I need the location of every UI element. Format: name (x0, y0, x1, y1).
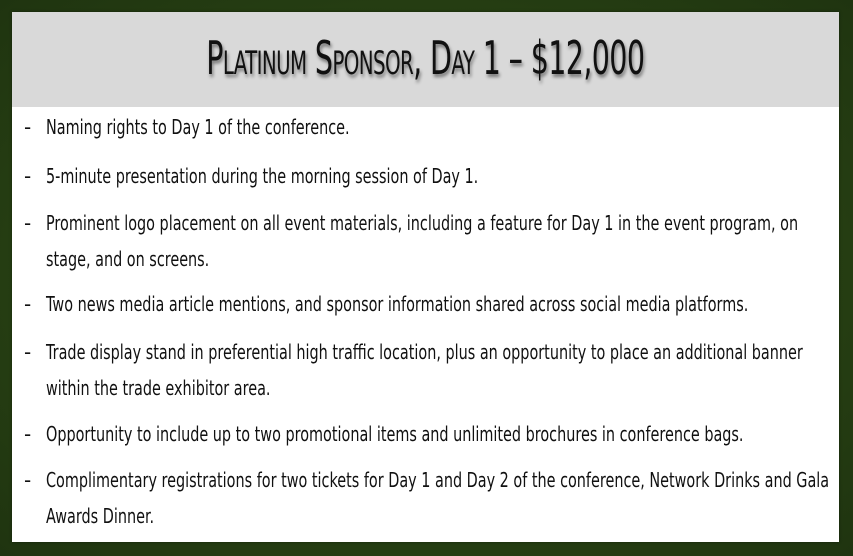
list-item (24, 416, 834, 452)
bullet-dash: - (24, 340, 32, 364)
benefit-text: Complimentary registrations for two tickets for Day 1 and Day 2 of the conference, Network Drinks and Gala Awards Dinner. (46, 468, 830, 528)
title-banner (12, 12, 839, 107)
bullet-dash: - (24, 468, 32, 492)
sponsor-card (12, 12, 839, 542)
list-item (24, 158, 834, 194)
bullet-dash: - (24, 164, 32, 188)
list-item (24, 334, 834, 406)
benefit-text: Two news media article mentions, and sponsor information shared across social media platforms. (46, 292, 749, 316)
list-item (24, 205, 834, 277)
list-item (24, 286, 834, 322)
bullet-dash: - (24, 422, 32, 446)
benefit-text: Naming rights to Day 1 of the conference. (46, 115, 350, 139)
benefit-text: 5-minute presentation during the morning session of Day 1. (46, 164, 479, 188)
bullet-dash: - (24, 115, 32, 139)
benefit-text: Trade display stand in preferential high traffic location, plus an opportunity to place an additional banner within the trade exhibitor area. (46, 340, 803, 400)
bullet-dash: - (24, 211, 32, 235)
benefit-text: Prominent logo placement on all event materials, including a feature for Day 1 in the event program, on stage, and on screens. (46, 211, 799, 271)
page-title: Platinum Sponsor, Day 1 – $12,000 (206, 30, 645, 85)
list-item (24, 109, 834, 145)
list-item (24, 462, 834, 534)
bullet-dash: - (24, 292, 32, 316)
benefit-text: Opportunity to include up to two promotional items and unlimited brochures in conference bags. (46, 422, 744, 446)
